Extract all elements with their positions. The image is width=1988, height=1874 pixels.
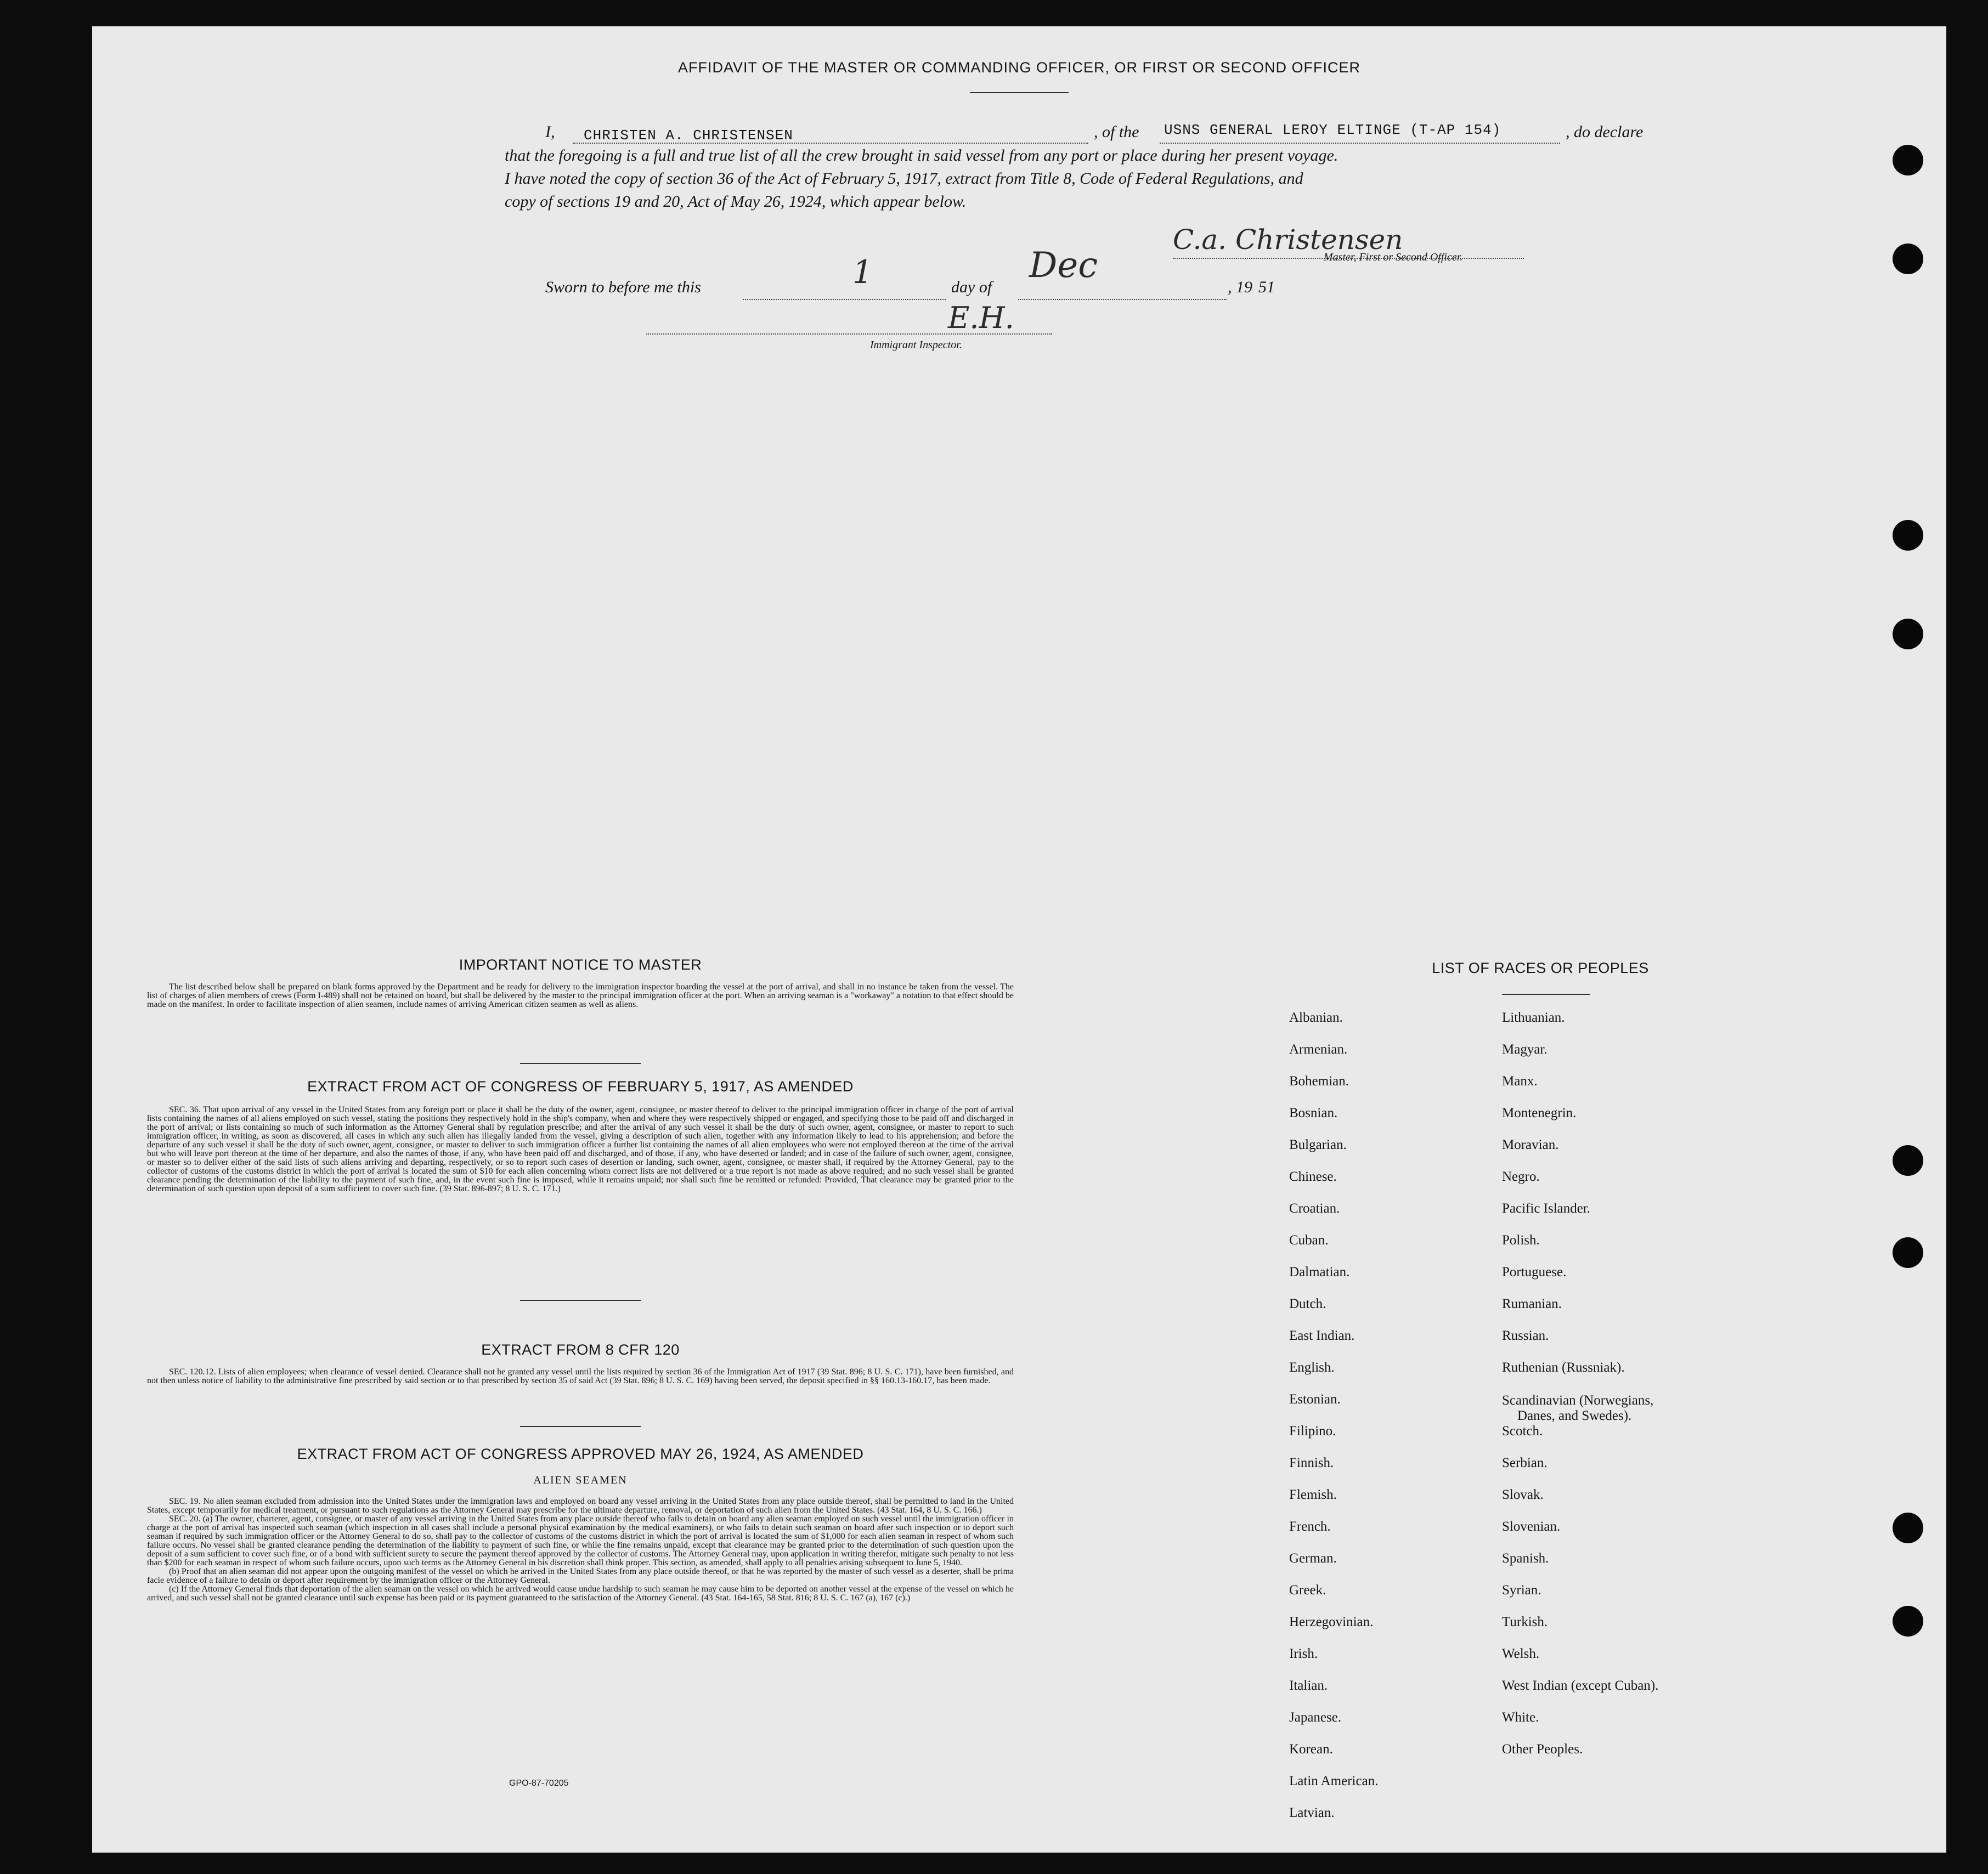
sworn-label: Sworn to before me this [545,278,701,296]
race-item: Finnish. [1289,1456,1334,1470]
race-item: Moravian. [1502,1137,1559,1152]
day-value: 1 [852,253,873,291]
print-code: GPO-87-70205 [509,1779,569,1788]
race-item: West Indian (except Cuban). [1502,1678,1659,1693]
extract-cfr-body [147,1368,1014,1385]
race-item: Korean. [1289,1742,1333,1757]
vessel-name: USNS GENERAL LEROY ELTINGE (T-AP 154) [1164,122,1501,138]
inspector-signature: E.H. [948,301,1014,335]
day-of-label: day of [951,278,992,296]
extract-cfr-title: EXTRACT FROM 8 CFR 120 [481,1341,680,1358]
extract-cfr-rule [520,1426,641,1427]
race-item: Spanish. [1502,1551,1549,1566]
binder-hole [1893,520,1923,551]
race-item: Ruthenian (Russniak). [1502,1360,1625,1375]
race-item: Irish. [1289,1646,1318,1661]
master-name: CHRISTEN A. CHRISTENSEN [584,127,793,144]
race-item: Latvian. [1289,1805,1335,1820]
race-item: Scotch. [1502,1424,1543,1439]
race-item: Dalmatian. [1289,1265,1350,1279]
master-caption: Master, First or Second Officer. [1324,251,1463,263]
binder-hole [1893,145,1923,175]
race-item: Montenegrin. [1502,1106,1577,1120]
binder-hole [1893,1606,1923,1637]
master-signature: C.a. Christensen [1173,224,1403,256]
affidavit-line-2: that the foregoing is a full and true list of all the crew brought in said vessel from any port or place during her present voyage. [505,146,1338,165]
race-item: Filipino. [1289,1424,1336,1439]
binder-hole [1893,244,1923,274]
race-item: Bulgarian. [1289,1137,1347,1152]
binder-hole [1893,1145,1923,1176]
race-item: Japanese. [1289,1710,1342,1725]
year-suffix: 51 [1258,278,1275,296]
extract-1924-body [147,1497,1014,1603]
race-item: Bohemian. [1289,1074,1349,1089]
notice-rule [520,1063,641,1064]
sec-20b-text: (b) Proof that an alien seaman did not appear upon the outgoing manifest of the vessel on which he arrived in the United States from any place outside thereof, or that he was reported by the master of such vessel as a deserter, shall be prima facie evidence of a failure to detain or deport after requirement by the immigration officer or the Attorney General. [147,1567,1014,1585]
race-item: Slovak. [1502,1487,1544,1502]
race-item: Albanian. [1289,1010,1343,1025]
race-item: Russian. [1502,1328,1549,1343]
name-field [573,124,1088,144]
race-item: Rumanian. [1502,1296,1562,1311]
i-label: I, [545,123,555,141]
race-item: German. [1289,1551,1337,1566]
affidavit-line-4: copy of sections 19 and 20, Act of May 26, 1924, which appear below. [505,193,967,211]
race-item: Magyar. [1502,1042,1548,1057]
race-item: Italian. [1289,1678,1328,1693]
race-item: Estonian. [1289,1392,1341,1407]
race-item: Pacific Islander. [1502,1201,1591,1216]
race-item: Scandinavian (Norwegians, [1502,1393,1654,1408]
notice-title: IMPORTANT NOTICE TO MASTER [459,956,702,973]
race-item: East Indian. [1289,1328,1355,1343]
race-item: Lithuanian. [1502,1010,1565,1025]
race-item: Negro. [1502,1169,1540,1184]
race-item: Serbian. [1502,1456,1548,1470]
race-item: Syrian. [1502,1583,1541,1598]
notice-text: The list described below shall be prepared on blank forms approved by the Department and be ready for delivery to the immigration inspector boarding the vessel at the port of arrival, and shall in no instance be taken from the vessel. The list of charges of alien members of crews (Form I-489) shall not be retained on board, but shall be delivered by the master to the principal immigration officer at the port. When an arriving seaman is a "workaway" a notation to that effect should be made on the manifest. In order to facilitate inspection of alien seamen, include names of arriving American citizen seamen as well as aliens. [147,982,1014,1009]
race-item: White. [1502,1710,1539,1725]
race-item: Portuguese. [1502,1265,1567,1279]
extract-1924-subtitle: ALIEN SEAMEN [533,1474,628,1486]
inspector-caption: Immigrant Inspector. [870,339,962,351]
extract-1917-body [147,1106,1014,1193]
affidavit-line-1 [545,121,1686,144]
binder-hole [1893,1237,1923,1268]
race-item: French. [1289,1519,1331,1534]
document-page [92,26,1946,1853]
race-item: Other Peoples. [1502,1742,1583,1757]
year-prefix: , 19 [1228,278,1252,296]
of-the-label: , of the [1094,123,1139,141]
race-item: Polish. [1502,1233,1540,1248]
race-item: English. [1289,1360,1335,1375]
day-field [743,253,946,300]
binder-hole [1893,619,1923,649]
extract-cfr-text: SEC. 120.12. Lists of alien employees; when clearance of vessel denied. Clearance shall not be granted any vessel until the lists required by section 36 of the Immigration Act of 1917 (39 Stat. 896; 8 U. S. C. 171), have been furnished, and not then unless notice of liability to the administrative fine prescribed by said section or to that prescribed by section 35 of said Act (39 Stat. 896; 8 U. S. C. 169) having been served, the deposit specified in §§ 160.13-160.17, has been made. [147,1367,1014,1385]
title-rule [970,92,1069,93]
inspector-signature-line [646,333,1052,335]
sec-20c-text: (c) If the Attorney General finds that deportation of the alien seaman on the vessel on which he arrived would cause undue hardship to such seaman he may cause him to be deported on another vessel at the expense of the vessel on which he arrived, and such vessel shall not be granted clearance until such expense has been paid or its payment guaranteed to the satisfaction of the Attorney General. (43 Stat. 164-165, 58 Stat. 816; 8 U. S. C. 167 (a), 167 (c).) [147,1584,1014,1603]
sec-20a-text: SEC. 20. (a) The owner, charterer, agent, consignee, or master of any vessel arriving in the United States from any place outside thereof who fails to detain on board any alien seaman employed on such vessel until the immigration officer in charge at the port of arrival has inspected such seaman (which inspection in all cases shall include a personal physical examination by the medical examiners), or who fails to detain such seaman on board after such inspection or to deport such seaman if required by such immigration officer or the Attorney General to do so, shall pay to the collector of customs of the customs district in which the port of arrival is located the sum of $1,000 for each alien seaman in respect of whom such failure occurs. No vessel shall be granted clearance pending the determination of the liability to payment of such fine, or while the fine remains unpaid, except that clearance may be granted prior to the determination of such question upon the deposit of a sum sufficient to cover such fine, or of a bond with sufficient surety to secure the payment thereof approved by the collector of customs. The Attorney General may, upon application in writing therefor, mitigate such penalty to not less than $200 for each seaman in respect of whom such failure occurs, upon such terms as the Attorney General in his discretion shall think proper. This section, as amended, shall apply to all penalties arising subsequent to June 5, 1940. [147,1514,1014,1567]
vessel-field [1160,124,1560,144]
month-field [1018,245,1227,300]
race-item: Danes, and Swedes). [1517,1408,1632,1423]
declare-label: , do declare [1566,123,1644,141]
race-item: Bosnian. [1289,1106,1338,1120]
race-item: Croatian. [1289,1201,1340,1216]
race-item: Dutch. [1289,1296,1326,1311]
race-item: Flemish. [1289,1487,1337,1502]
races-title: LIST OF RACES OR PEOPLES [1432,960,1649,976]
month-value: Dec [1029,245,1098,286]
race-item: Herzegovinian. [1289,1615,1374,1629]
race-item: Chinese. [1289,1169,1337,1184]
affidavit-line-3: I have noted the copy of section 36 of the Act of February 5, 1917, extract from Title 8, Code of Federal Regulations, and [505,169,1303,188]
affidavit-title: AFFIDAVIT OF THE MASTER OR COMMANDING OFFICER, OR FIRST OR SECOND OFFICER [677,59,1361,76]
race-item: Greek. [1289,1583,1326,1598]
race-item: Cuban. [1289,1233,1329,1248]
extract-1924-title: EXTRACT FROM ACT OF CONGRESS APPROVED MAY 26, 1924, AS AMENDED [297,1446,864,1462]
binder-hole [1893,1513,1923,1543]
races-rule [1502,994,1590,995]
extract-1917-title: EXTRACT FROM ACT OF CONGRESS OF FEBRUARY 5, 1917, AS AMENDED [307,1078,854,1095]
race-item: Slovenian. [1502,1519,1561,1534]
notice-body [147,983,1014,1009]
extract-1917-text: SEC. 36. That upon arrival of any vessel in the United States from any foreign port or place it shall be the duty of the owner, agent, consignee, or master thereof to deliver to the principal immigration officer in charge of the port of arrival lists containing the names of all aliens employed on such vessel, stating the positions they respectively hold in the ship's company, when and where they were respectively shipped or engaged, and specifying those to be paid off and discharged in the port of arrival; or lists containing so much of such information as the Attorney General shall by regulation prescribe; and after the arrival of any such vessel it shall be the duty of such owner, agent, consignee, or master to report to such immigration officer, in writing, as soon as discovered, all cases in which any such alien has illegally landed from the vessel, giving a description of such alien, together with any information likely to lead to his apprehension; and before the departure of any such vessel it shall be the duty of such owner, agent, consignee, or master to deliver to such immigration officer a further list containing the names of all alien employees who were not employed thereon at the time of the arrival but who will leave port thereon at the time of her departure, and also the names of those, if any, who have been paid off and discharged, and of those, if any, who have deserted or landed; and in case of the failure of such owner, agent, consignee, or master so to deliver either of the said lists of such aliens arriving and departing, respectively, or so to report such cases of desertion or landing, such owner, agent, consignee, or master shall, if required by the Attorney General, pay to the collector of customs of the customs district in which the port of arrival is located the sum of $10 for each alien concerning whom correct lists are not delivered or a true report is not made as above required; and no such vessel shall be granted clearance pending the determination of the liability to the payment of such fine, and, in the event such fine is imposed, while it remains unpaid; nor shall such fine be remitted or refunded: Provided, That clearance may be granted prior to the determination of such question upon deposit of a sum sufficient to cover such fine. (39 Stat. 896-897; 8 U. S. C. 171.) [147,1105,1014,1193]
race-item: Welsh. [1502,1646,1540,1661]
race-item: Manx. [1502,1074,1538,1089]
race-item: Latin American. [1289,1774,1379,1788]
sec-19-text: SEC. 19. No alien seaman excluded from admission into the United States under the immigration laws and employed on board any vessel arriving in the United States from any place outside thereof, shall be permitted to land in the United States, except temporarily for medical treatment, or pursuant to such regulations as the Attorney General may prescribe for the ultimate departure, removal, or deportation of such alien from the United States. (43 Stat. 164, 8 U. S. C. 166.) [147,1497,1014,1515]
race-item: Turkish. [1502,1615,1548,1629]
race-item: Armenian. [1289,1042,1348,1057]
extract-1917-rule [520,1300,641,1301]
